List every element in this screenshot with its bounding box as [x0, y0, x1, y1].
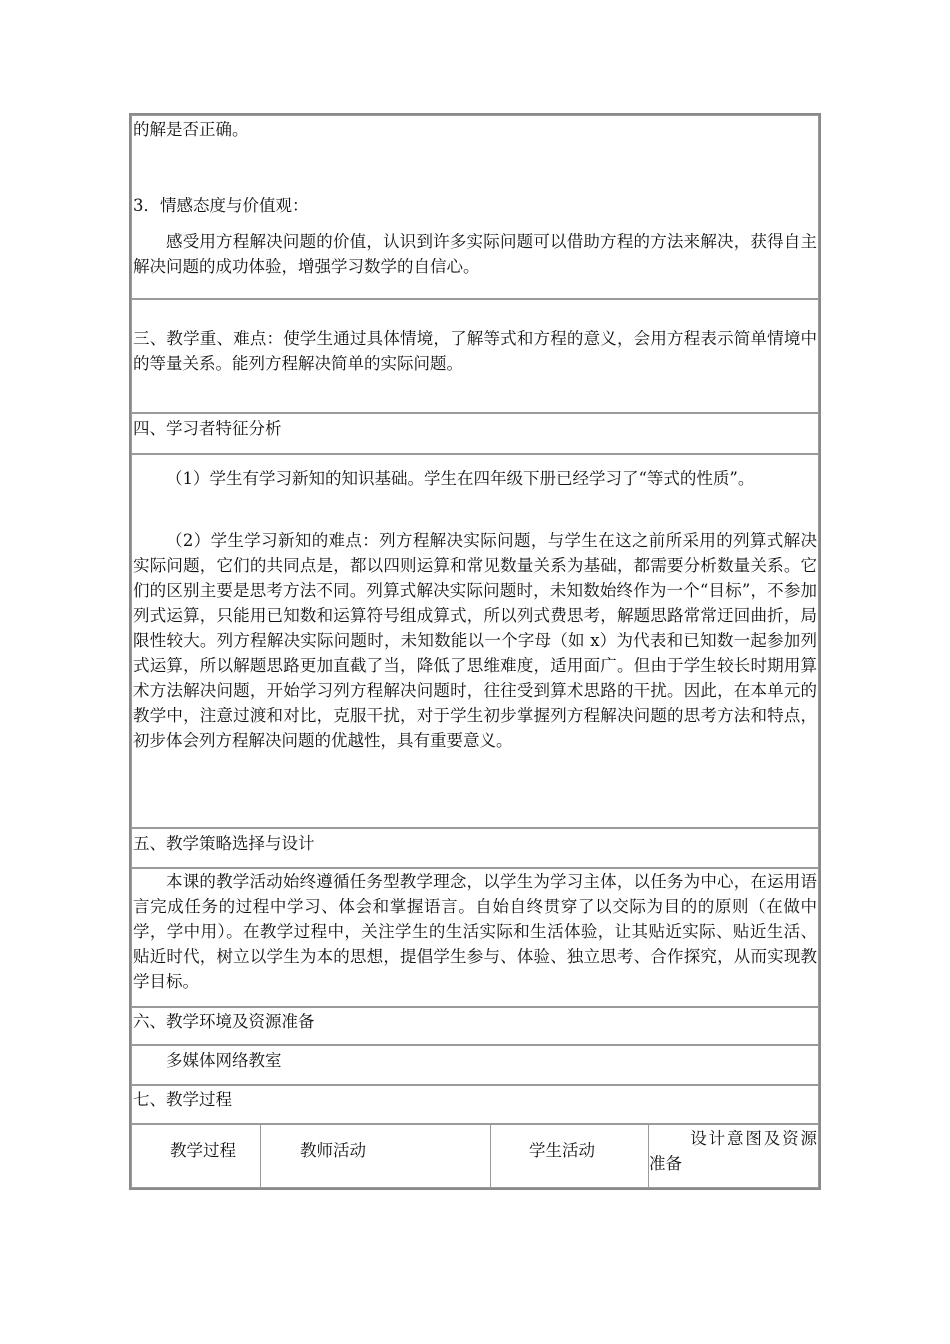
header-student-activity: 学生活动: [529, 1141, 595, 1160]
header-col-divider-1: [260, 1125, 261, 1187]
strategy-title: 五、教学策略选择与设计: [133, 834, 315, 853]
learner-title: 四、学习者特征分析: [133, 419, 282, 438]
section-3-body: 感受用方程解决问题的价值，认识到许多实际问题可以借助方程的方法来解决，获得自主解决问题的成功体验，增强学习数学的自信心。: [133, 232, 817, 276]
env-body: 多媒体网络教室: [166, 1051, 282, 1070]
header-teaching-process: 教学过程: [170, 1141, 236, 1160]
process-title-cell: [131, 1085, 819, 1124]
objective-continuation: 的解是否正确。: [133, 120, 249, 139]
header-col-divider-2: [490, 1125, 491, 1187]
env-title: 六、教学环境及资源准备: [133, 1012, 315, 1031]
learner-paragraph-1: （1）学生有学习新知的知识基础。学生在四年级下册已经学习了“等式的性质”。: [166, 469, 755, 488]
header-design-intent: 设计意图及资源准备: [649, 1129, 817, 1173]
section-3-title: 3．情感态度与价值观：: [133, 196, 309, 215]
strategy-body: 本课的教学活动始终遵循任务型教学理念，以学生为学习主体，以任务为中心，在运用语言完成任务的过程中学习、体会和掌握语言。自始自终贯穿了以交际为目的的原则（在做中学，学中用）。在教学过程中，关注学生的生活实际和生活体验，让其贴近实际、贴近生活、贴近时代，树立以学生为本的思想，提倡学生参与、体验、独立思考、合作探究，从而实现教学目标。: [133, 872, 817, 991]
learner-paragraph-2: （2）学生学习新知的难点：列方程解决实际问题，与学生在这之前所采用的列算式解决实际问题，它们的共同点是，都以四则运算和常见数量关系为基础，都需要分析数量关系。它们的区别主要是思考方法不同。列算式解决实际问题时，未知数始终作为一个“目标”，不参加列式运算，只能用已知数和运算符号组成算式，所以列式费思考，解题思路常常迂回曲折，局限性较大。列方程解决实际问题时，未知数能以一个字母（如 x）为代表和已知数一起参加列式运算，所以解题思路更加直截了当，降低了思维难度，适用面广。但由于学生较长时期用算术方法解决问题，开始学习列方程解决问题时，往往受到算术思路的干扰。因此，在本单元的教学中，注意过渡和对比，克服干扰，对于学生初步掌握列方程解决问题的思考方法和特点，初步体会列方程解决问题的优越性，具有重要意义。: [133, 531, 817, 750]
header-teacher-activity: 教师活动: [300, 1141, 366, 1160]
process-title: 七、教学过程: [133, 1090, 232, 1109]
key-points-text: 三、教学重、难点：使学生通过具体情境，了解等式和方程的意义，会用方程表示简单情境中的等量关系。能列方程解决简单的实际问题。: [133, 329, 817, 373]
